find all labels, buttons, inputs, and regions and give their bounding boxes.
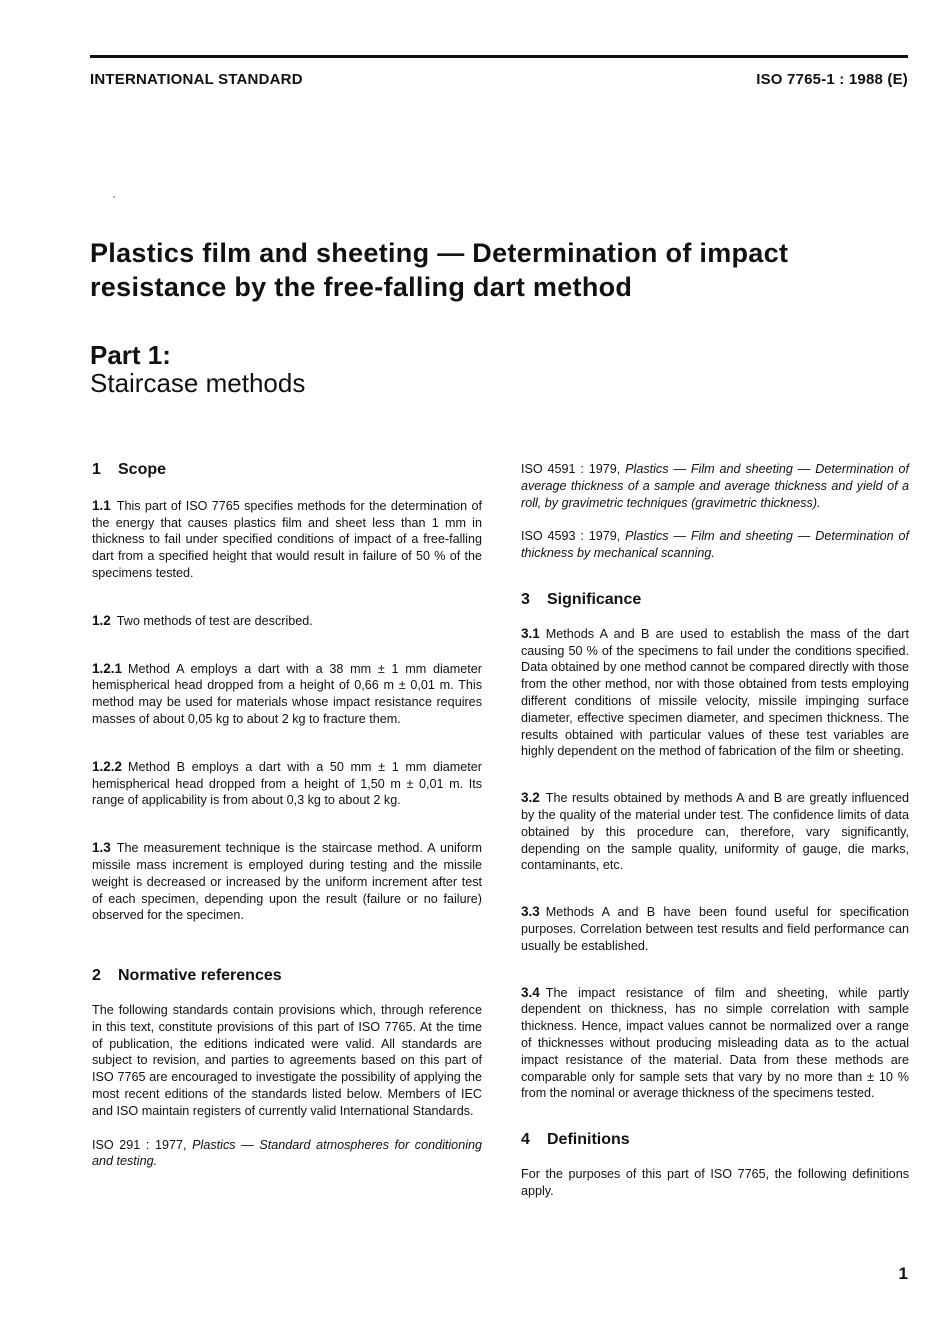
reference-iso-4593 [521, 528, 909, 562]
title-line-2: resistance by the free-falling dart method [90, 272, 633, 302]
clause-number: 3.2 [521, 790, 540, 806]
reference-title: Plastics — Film and sheeting — Determination of average thickness of a sample and average thickness and yield of a roll, by gravimetric techniques (gravimetric thickness). [521, 462, 909, 510]
scan-speck [113, 196, 115, 198]
clause-number: 3.1 [521, 625, 540, 641]
clause-number: 1.2 [92, 612, 111, 628]
section-number: 1 [92, 461, 101, 478]
reference-code: ISO 4593 : 1979, [521, 529, 621, 544]
clause-text: Methods A and B are used to establish the mass of the dart causing 50 % of the specimens to fail under the conditions specified. Data obtained by one method cannot be compared directly with those from the other method, nor with those obtained from tests employing different conditions of missile velocity, missile impinging surface diameter, effective specimen diameter, and specimen thickness. The results obtained with particular values of these test variables are highly dependent on the method of fabrication of the film or sheeting. [521, 626, 909, 759]
section-title: Definitions [547, 1131, 630, 1149]
clause-text: Method A employs a dart with a 38 mm ± 1 mm diameter hemispherical head dropped from a height of 0,66 m ± 0,01 m. This method may be used for materials whose impact resistance requires masses of about 0,05 kg to about 2 kg to fracture them. [92, 661, 482, 726]
header-doc-id: ISO 7765-1 : 1988 (E) [756, 71, 908, 88]
document-title [90, 236, 890, 304]
title-line-1: Plastics film and sheeting — Determination of impact [90, 238, 789, 268]
clause-1-1 [92, 498, 482, 582]
clause-3-4 [521, 985, 909, 1103]
section-number: 4 [521, 1131, 530, 1149]
section-heading-normative-references [92, 968, 482, 985]
section-number: 2 [92, 967, 101, 985]
clause-number: 3.4 [521, 984, 540, 1000]
reference-title: Plastics — Standard atmospheres for conditioning and testing. [92, 1137, 483, 1169]
clause-text: Methods A and B have been found useful for specification purposes. Correlation between test results and field performance can usually be established. [521, 905, 909, 953]
clause-number: 3.3 [521, 904, 540, 920]
reference-title: Plastics — Film and sheeting — Determination of thickness by mechanical scanning. [521, 529, 909, 561]
left-column [92, 460, 482, 1170]
page-number: 1 [898, 1264, 908, 1283]
clause-number: 1.2.2 [92, 758, 123, 774]
section-title: Normative references [118, 967, 282, 985]
clause-1-2 [92, 613, 482, 630]
clause-3-1 [521, 626, 909, 760]
normative-references-intro: The following standards contain provisions which, through reference in this text, constitute provisions of this part of ISO 7765. At the time of publication, the editions indicated were valid. All standards are subject to revision, and parties to agreements based on this part of ISO 7765 are encouraged to investigate the possibility of applying the most recent editions of the standards listed below. Members of IEC and ISO maintain registers of currently valid International Standards. [92, 1002, 482, 1118]
part-label: Part 1: [90, 340, 171, 370]
clause-number: 1.2.1 [92, 660, 123, 676]
clause-number: 1.1 [92, 497, 111, 513]
clause-text: This part of ISO 7765 specifies methods for the determination of the energy that causes plastics film and sheet less than 1 mm in thickness to fail under specified conditions of impact of a free-falling dart from a specified height that would result in failure of 50 % of the specimens tested. [92, 498, 482, 580]
reference-code: ISO 291 : 1977, [92, 1137, 187, 1152]
right-column [521, 460, 909, 1200]
clause-1-2-2 [92, 759, 482, 809]
clause-number: 1.3 [92, 840, 111, 856]
clause-text: The results obtained by methods A and B are greatly influenced by the quality of the material under test. The confidence limits of data obtained by this procedure can, therefore, vary significantly, depending on the sample quality, uniformity of gauge, die marks, contaminants, etc. [521, 791, 909, 873]
header-doc-type: INTERNATIONAL STANDARD [90, 71, 303, 88]
section-heading-significance [521, 592, 909, 609]
clause-text: Two methods of test are described. [116, 613, 313, 628]
header-rule [90, 55, 908, 58]
part-subtitle: Staircase methods [90, 368, 306, 398]
clause-text: The impact resistance of film and sheeting, while partly dependent on thickness, has no simple correlation with sample thickness. Hence, impact values cannot be normalized over a range of thicknesses without producing misleading data as to the actual impact resistance of the material. Data from these methods are comparable only for sample sets that vary by no more than ± 10 % from the nominal or average thickness of the specimens tested. [521, 985, 909, 1101]
reference-iso-4591 [521, 461, 909, 511]
clause-1-2-1 [92, 661, 482, 728]
clause-text: Method B employs a dart with a 50 mm ± 1 mm diameter hemispherical head dropped from a height of 1,50 m ± 0,01 m. Its range of applicability is from about 0,3 kg to about 2 kg. [92, 759, 482, 808]
reference-iso-291 [92, 1137, 482, 1171]
section-heading-definitions [521, 1132, 909, 1149]
clause-text: The measurement technique is the staircase method. A uniform missile mass increment is employed during testing and the missile weight is decreased or increased by the uniform increment after test of each specimen, depending upon the result (failure or no failure) observed for the specimen. [92, 841, 482, 923]
clause-3-3 [521, 904, 909, 954]
section-title: Significance [547, 590, 642, 608]
section-number: 3 [521, 590, 530, 608]
reference-code: ISO 4591 : 1979, [521, 462, 621, 476]
section-title: Scope [118, 461, 167, 478]
section-heading-scope [92, 462, 482, 479]
definitions-intro: For the purposes of this part of ISO 7765, the following definitions apply. [521, 1166, 909, 1198]
clause-3-2 [521, 790, 909, 874]
clause-1-3 [92, 840, 482, 924]
